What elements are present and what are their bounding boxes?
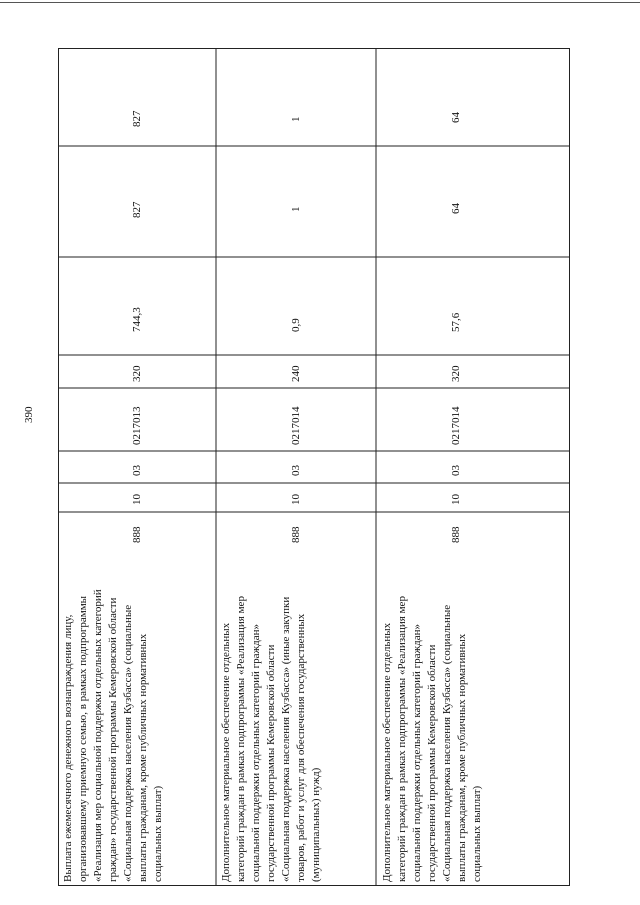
row-2-description: Дополнительное материальное обеспечение отдельных категорий граждан в рамках подпрограммы «Реализация мер социальной поддержки отдельных категорий граждан» государственной программы Кемеровской области «Социальная поддержка населения Кузбасса» (иные закупки товаров, работ и услуг для обеспечения государственных (муниципальных) нужд) (220, 596, 322, 882)
budget-table (58, 48, 570, 886)
row-1-amount-2: 827 (131, 201, 143, 218)
row-1-ministry: 888 (131, 526, 143, 543)
row-3-amount-3: 64 (450, 112, 462, 123)
row-1-amount-3: 827 (131, 110, 143, 127)
row-1-amount-1: 744,3 (131, 307, 143, 332)
row-3-subsection: 03 (450, 465, 462, 476)
row-1-expense-type: 320 (131, 365, 143, 382)
row-3-ministry: 888 (450, 526, 462, 543)
row-1-subsection: 03 (131, 465, 143, 476)
row-2-expense-type: 240 (290, 365, 302, 382)
row-1-description: Выплата ежемесячного денежного вознаграждения лицу, организовавшему приемную семью, в рамках подпрограммы «Реализация мер социальной поддержки отдельных категорий граждан» государственной программы Кемеровской области «Социальная поддержка населения Кузбасса» (социальные выплаты гражданам, кроме публичных нормативных социальных выплат) (62, 589, 164, 882)
row-3-section: 10 (450, 494, 462, 505)
row-2-ministry: 888 (290, 526, 302, 543)
row-2-section: 10 (290, 494, 302, 505)
row-3-expense-type: 320 (450, 365, 462, 382)
page-number: 390 (23, 406, 35, 423)
row-2-amount-3: 1 (290, 116, 302, 122)
row-2-target: 0217014 (290, 406, 302, 445)
row-1-target: 0217013 (131, 406, 143, 445)
row-2-amount-1: 0,9 (290, 318, 302, 332)
row-3-target: 0217014 (450, 406, 462, 445)
row-3-amount-1: 57,6 (450, 312, 462, 332)
row-1-section: 10 (131, 494, 143, 505)
row-2-subsection: 03 (290, 465, 302, 476)
row-2-amount-2: 1 (290, 206, 302, 212)
top-border-line (0, 2, 640, 3)
row-3-amount-2: 64 (450, 203, 462, 214)
row-3-description: Дополнительное материальное обеспечение отдельных категорий граждан в рамках подпрограммы «Реализация мер социальной поддержки отдельных категорий граждан» государственной программы Кемеровской области «Социальная поддержка населения Кузбасса» (социальные выплаты гражданам, кроме публичных нормативных социальных выплат) (381, 596, 483, 882)
